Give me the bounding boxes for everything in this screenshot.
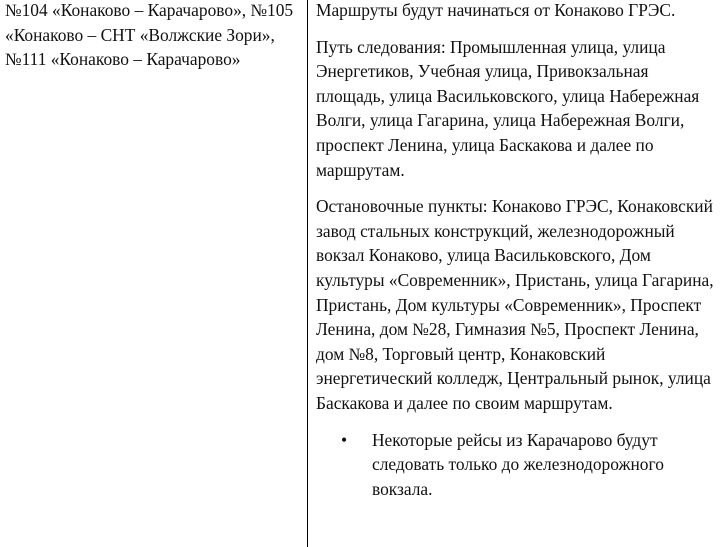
list-item-text: Некоторые рейсы из Карачарово будут следовать только до железнодорожного вокзала. [372, 429, 664, 499]
bullet-icon: • [341, 429, 348, 450]
notes-list [316, 428, 718, 502]
column-divider [307, 0, 308, 547]
stops-paragraph: Остановочные пункты: Конаково ГРЭС, Конаковский завод стальных конструкций, железнодорожный вокзал Конаково, улица Васильковского, Дом культуры «Современник», Пристань, улица Гагарина, Пристань, Дом культуры «Современник», Проспект Ленина, дом №28, Гимназия №5, Проспект Ленина, дом №8, Торговый центр, Конаковский энергетический колледж, Центральный рынок, улица Баскакова и далее по своим маршрутам. [316, 196, 714, 413]
route-numbers-text: №104 «Конаково – Карачарово», №105 «Конаково – СНТ «Волжские Зори», №111 «Конаково – Карачарово» [5, 0, 294, 70]
route-path-paragraph: Путь следования: Промышленная улица, улица Энергетиков, Учебная улица, Привокзальная площадь, улица Васильковского, улица Набережная Волги, улица Гагарина, улица Набережная Волги, проспект Ленина, улица Баскакова и далее по маршрутам. [316, 36, 700, 180]
list-item [316, 428, 718, 502]
route-description-cell [316, 0, 718, 501]
route-numbers-cell [5, 0, 303, 84]
start-point-paragraph: Маршруты будут начинаться от Конаково ГРЭС. [316, 0, 676, 20]
